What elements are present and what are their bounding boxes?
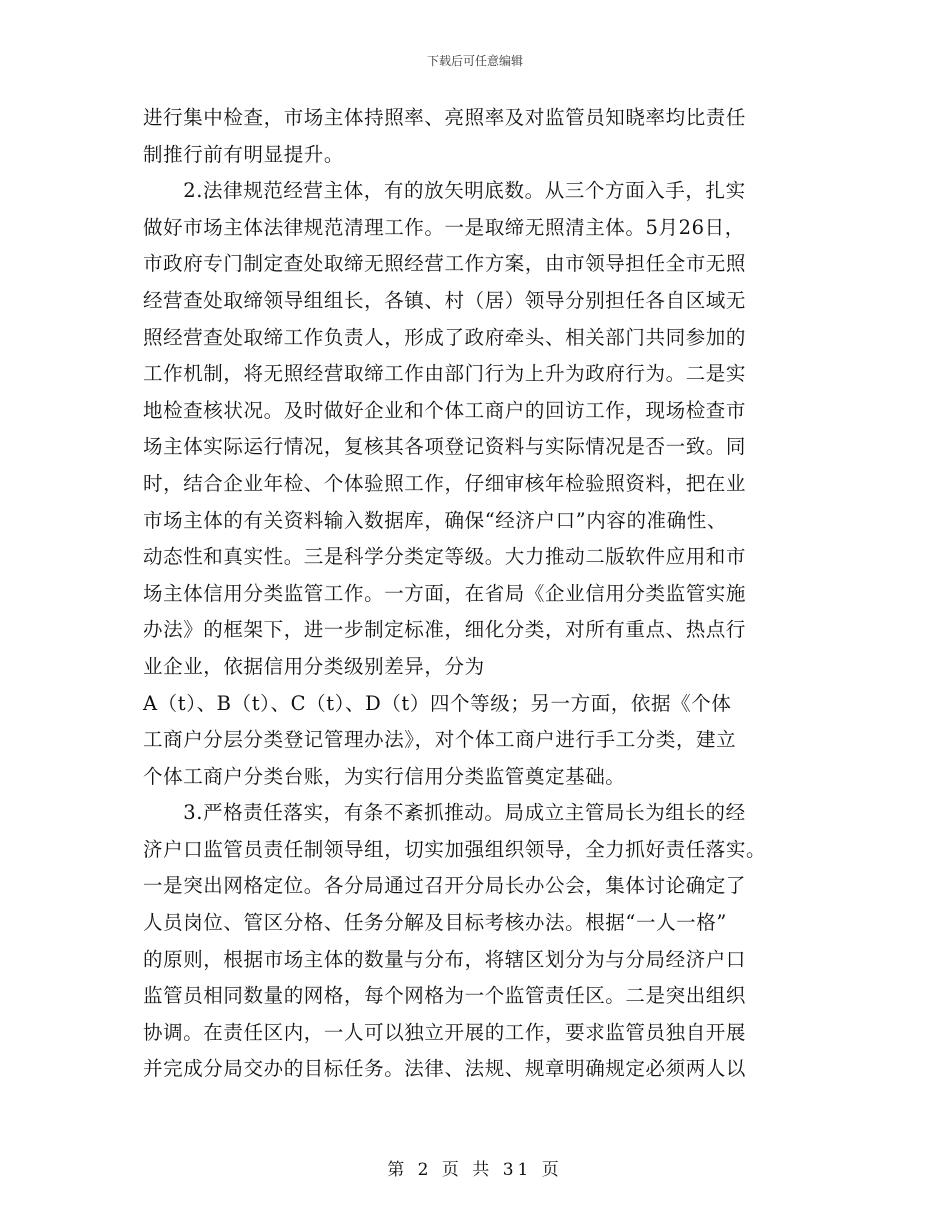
text-line: 业企业，依据信用分类级别差异，分为	[143, 654, 485, 678]
text-line: 经营查处取缔领导组组长，各镇、村（居）领导分别担任各自区域无	[143, 288, 747, 312]
text-line: 个体工商户分类台账，为实行信用分类监管奠定基础。	[143, 764, 626, 788]
text-line: 2.法律规范经营主体，有的放矢明底数。从三个方面入手，扎实	[143, 179, 746, 203]
text-line: 一是突出网格定位。各分局通过召开分局长办公会，集体讨论确定了	[143, 874, 747, 898]
text-line: 监管员相同数量的网格，每个网格为一个监管责任区。二是突出组织	[143, 984, 747, 1008]
text-line: 地检查核状况。及时做好企业和个体工商户的回访工作，现场检查市	[143, 398, 747, 422]
text-line: 进行集中检查，市场主体持照率、亮照率及对监管员知晓率均比责任	[143, 106, 747, 129]
text-line: 3.严格责任落实，有条不紊抓推动。局成立主管局长为组长的经	[143, 801, 746, 825]
text-line: 场主体实际运行情况，复核其各项登记资料与实际情况是否一致。同	[143, 435, 747, 459]
text-line: 济户口监管员责任制领导组，切实加强组织领导，全力抓好责任落实。	[143, 837, 767, 861]
text-line: 协调。在责任区内，一人可以独立开展的工作，要求监管员独自开展	[143, 1020, 747, 1044]
text-line: 人员岗位、管区分格、任务分解及目标考核办法。根据“一人一格”	[143, 911, 727, 935]
text-line: 时，结合企业年检、个体验照工作，仔细审核年检验照资料，把在业	[143, 471, 747, 495]
text-line: A（t）、B（t）、C（t）、D（t）四个等级；另一方面，依据《个体	[143, 691, 732, 715]
page-header: 下载后可任意编辑	[426, 54, 523, 68]
text-line: 场主体信用分类监管工作。一方面，在省局《企业信用分类监管实施	[143, 581, 747, 605]
text-line: 工作机制，将无照经营取缔工作由部门行为上升为政府行为。二是实	[143, 362, 747, 386]
text-line: 并完成分局交办的目标任务。法律、法规、规章明确规定必须两人以	[143, 1057, 747, 1081]
text-line: 市场主体的有关资料输入数据库，确保“经济户口”内容的准确性、	[143, 508, 727, 532]
text-line: 动态性和真实性。三是科学分类定等级。大力推动二版软件应用和市	[143, 545, 747, 569]
text-line: 工商户分层分类登记管理办法》，对个体工商户进行手工分类，建立	[143, 728, 737, 752]
body-text	[143, 100, 811, 1088]
text-line: 照经营查处取缔工作负责人，形成了政府牵头、相关部门共同参加的	[143, 325, 747, 349]
text-line: 市政府专门制定查处取缔无照经营工作方案，由市领导担任全市无照	[143, 252, 747, 276]
text-line: 的原则，根据市场主体的数量与分布，将辖区划分为与分局经济户口	[143, 947, 747, 971]
text-line: 办法》的框架下，进一步制定标准，细化分类，对所有重点、热点行	[143, 618, 747, 642]
text-line: 做好市场主体法律规范清理工作。一是取缔无照清主体。5月26日，	[143, 215, 745, 239]
page-footer: 第 2 页 共 31 页	[387, 1160, 563, 1180]
text-line: 制推行前有明显提升。	[143, 142, 345, 166]
